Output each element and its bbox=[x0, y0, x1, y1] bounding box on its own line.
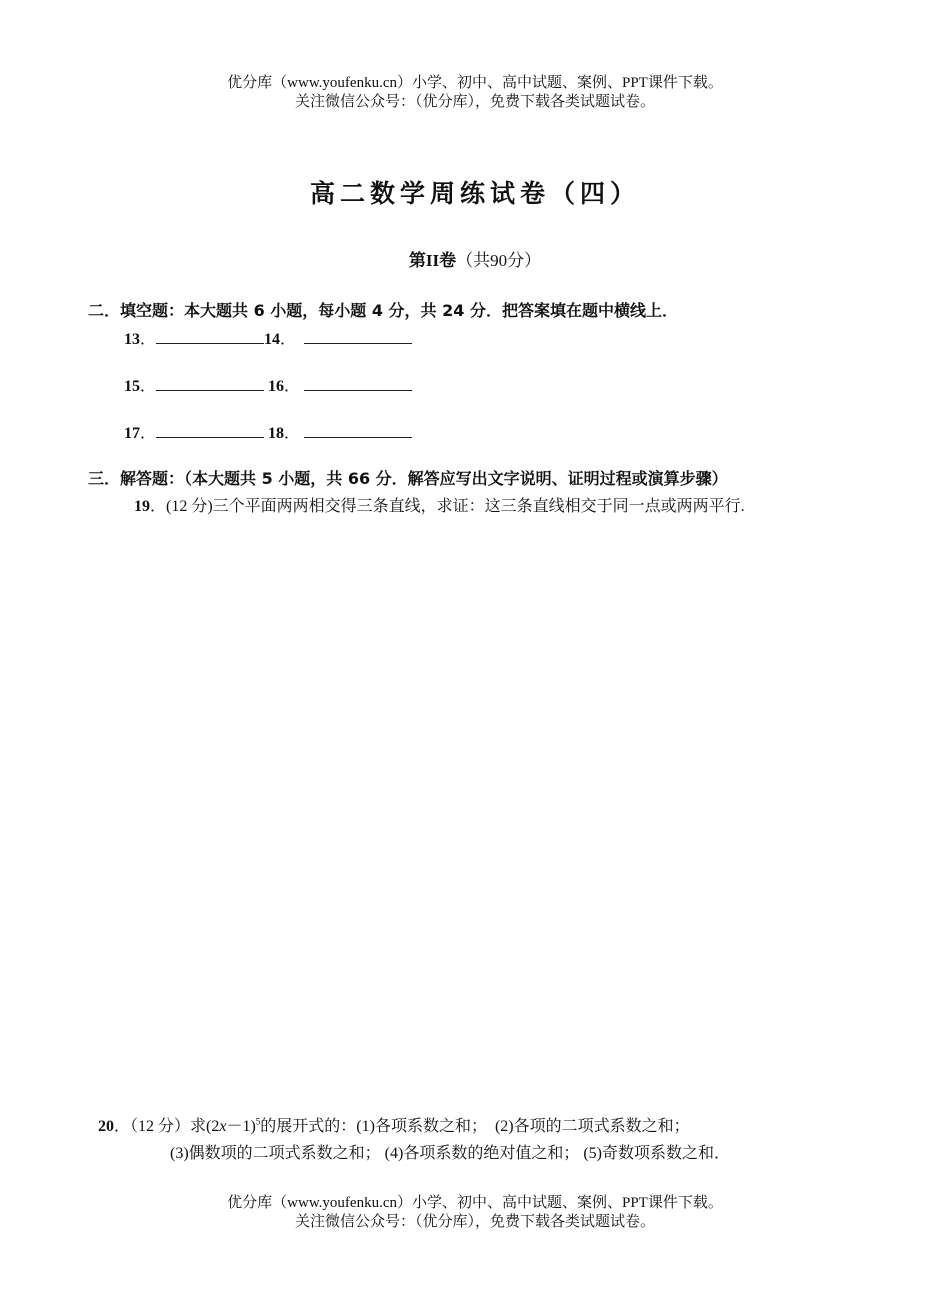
paper-subtitle-score: （共90分） bbox=[456, 251, 542, 270]
header-ad-line-1: 优分库（www.youfenku.cn）小学、初中、高中试题、案例、PPT课件下载。 bbox=[227, 75, 723, 91]
question-text-mid: －1) bbox=[226, 1118, 256, 1135]
question-text: ．(12 分)三个平面两两相交得三条直线，求证：这三条直线相交于同一点或两两平行. bbox=[150, 498, 745, 515]
math-exponent: 5 bbox=[255, 1116, 261, 1127]
paper-subtitle bbox=[0, 246, 950, 271]
blank-number: 13 bbox=[124, 331, 140, 348]
paper-subtitle-bold: 第II卷 bbox=[408, 251, 457, 270]
answer-blank[interactable] bbox=[304, 329, 412, 344]
blank-number: 14 bbox=[264, 331, 281, 348]
question-20-line-2: (3)偶数项的二项式系数之和； (4)各项系数的绝对值之和； (5)奇数项系数之和． bbox=[170, 1145, 730, 1162]
answer-blank[interactable] bbox=[156, 376, 264, 391]
question-20 bbox=[98, 1113, 690, 1136]
footer-ad-line-1: 优分库（www.youfenku.cn）小学、初中、高中试题、案例、PPT课件下载。 bbox=[227, 1195, 723, 1211]
question-19 bbox=[134, 493, 745, 516]
blank-row: 17． 18． bbox=[124, 420, 412, 443]
page-title: 高二数学周练试卷（四） bbox=[309, 179, 640, 208]
answer-blank[interactable] bbox=[304, 423, 412, 438]
blank-number: 17 bbox=[124, 425, 140, 442]
blank-number: 15 bbox=[124, 378, 140, 395]
answer-blank[interactable] bbox=[304, 376, 412, 391]
blank-row: 15． 16． bbox=[124, 373, 412, 396]
section-fill-blank-heading: 二．填空题：本大题共 6 小题，每小题 4 分，共 24 分．把答案填在题中横线上． bbox=[88, 301, 678, 320]
answer-blank[interactable] bbox=[156, 423, 264, 438]
question-text-pre: ．（12 分）求(2 bbox=[114, 1118, 220, 1135]
blank-row: 13． 14． bbox=[124, 326, 412, 349]
blank-number: 18 bbox=[268, 425, 285, 442]
header-ad-line-2: 关注微信公众号：（优分库），免费下载各类试题试卷。 bbox=[294, 94, 655, 110]
math-variable: x bbox=[219, 1118, 227, 1135]
footer-ad-line-2: 关注微信公众号：（优分库），免费下载各类试题试卷。 bbox=[294, 1214, 655, 1230]
question-number: 20 bbox=[98, 1118, 114, 1135]
section-solve-heading: 三．解答题：（本大题共 5 小题，共 66 分．解答应写出文字说明、证明过程或演算步骤） bbox=[88, 469, 728, 488]
question-number: 19 bbox=[134, 498, 150, 515]
blank-number: 16 bbox=[268, 378, 285, 395]
question-text-post: 的展开式的：(1)各项系数之和； (2)各项的二项式系数之和； bbox=[260, 1118, 690, 1135]
answer-blank[interactable] bbox=[156, 329, 264, 344]
